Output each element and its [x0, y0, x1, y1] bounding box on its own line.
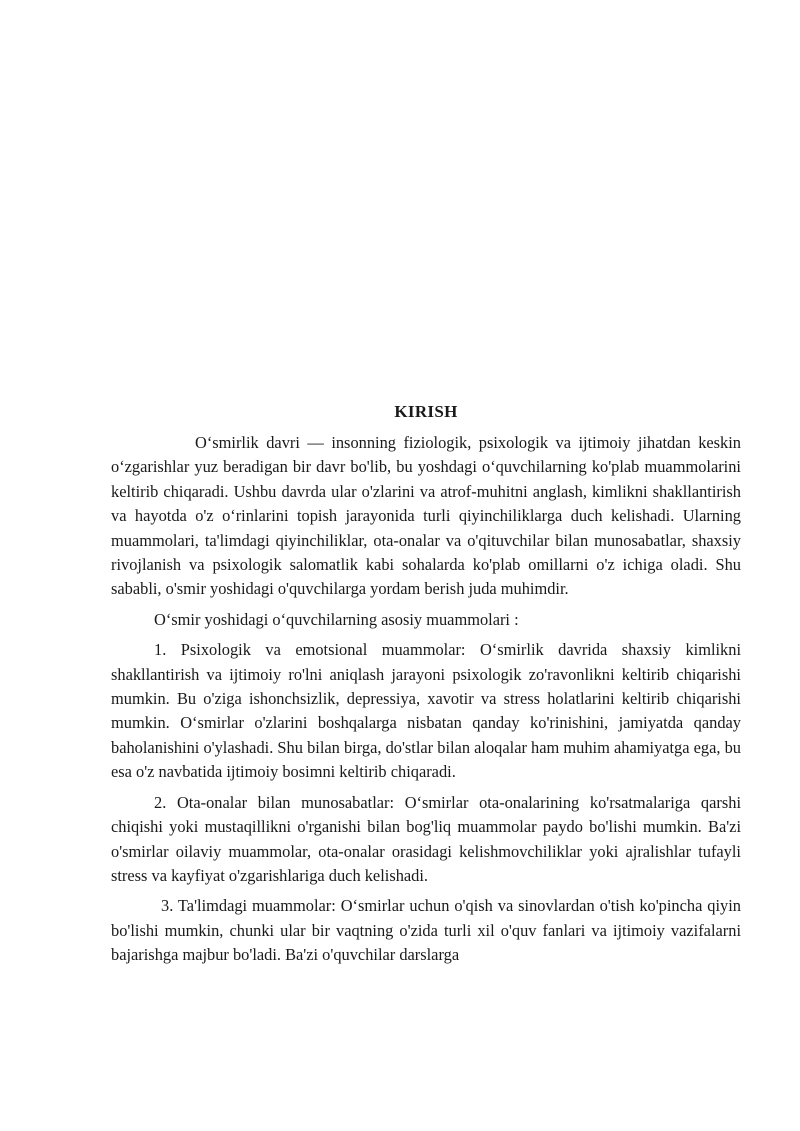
- intro-paragraph: O‘smirlik davri — insonning fiziologik, psixologik va ijtimoiy jihatdan keskin o‘zgarishlar yuz beradigan bir davr bo'lib, bu yoshdagi o‘quvchilarning ko'plab muammolarini keltirib chiqaradi. Ushbu davrda ular o'zlarini va atrof-muhitni anglash, kimlikni shakllantirish va hayotda o'z o‘rinlarini topish jarayonida turli qiyinchiliklarga duch kelishadi. Ularning muammolari, ta'limdagi qiyinchiliklar, ota-onalar va o'qituvchilar bilan munosabatlar, shaxsiy rivojlanish va psixologik salomatlik kabi sohalarda ko'plab omillarni o'z ichiga oladi. Shu sababli, o'smir yoshidagi o'quvchilarga yordam berish juda muhimdir.: [111, 433, 741, 599]
- problems-heading-paragraph: O‘smir yoshidagi o‘quvchilarning asosiy muammolari :: [154, 609, 519, 629]
- page-title: KIRISH: [394, 402, 458, 421]
- document-body: [111, 431, 741, 968]
- psychological-problems-paragraph: 1. Psixologik va emotsional muammolar: O‘smirlik davrida shaxsiy kimlikni shakllantirish va ijtimoiy ro'lni aniqlash jarayoni psixologik zo'ravonlikni keltirib chiqarishi mumkin. Bu o'ziga ishonchsizlik, depressiya, xavotir va stress holatlarini keltirib chiqarishi mumkin. O‘smirlar o'zlarini boshqalarga nisbatan qanday ko'rinishini, jamiyatda qanday baholanishini o'ylashadi. Shu bilan birga, do'stlar bilan aloqalar ham muhim ahamiyatga ega, bu esa o'z navbatida ijtimoiy bosimni keltirib chiqaradi.: [111, 640, 741, 782]
- document-page: [111, 0, 741, 1131]
- parent-relations-paragraph: 2. Ota-onalar bilan munosabatlar: O‘smirlar ota-onalarining ko'rsatmalariga qarshi chiqishi yoki mustaqillikni o'rganishi bilan bog'liq muammolar paydo bo'lishi mumkin. Ba'zi o'smirlar oilaviy muammolar, ota-onalar orasidagi kelishmovchiliklar yoki ajralishlar tufayli stress va kayfiyat o'zgarishlariga duch kelishadi.: [111, 792, 741, 885]
- education-problems-paragraph: 3. Ta'limdagi muammolar: O‘smirlar uchun o'qish va sinovlardan o'tish ko'pincha qiyin bo'lishi mumkin, chunki ular bir vaqtning o'zida turli xil o'quv fanlari va ijtimoiy vazifalarni bajarishga majbur bo'ladi. Ba'zi o'quvchilar darslarga: [111, 896, 741, 965]
